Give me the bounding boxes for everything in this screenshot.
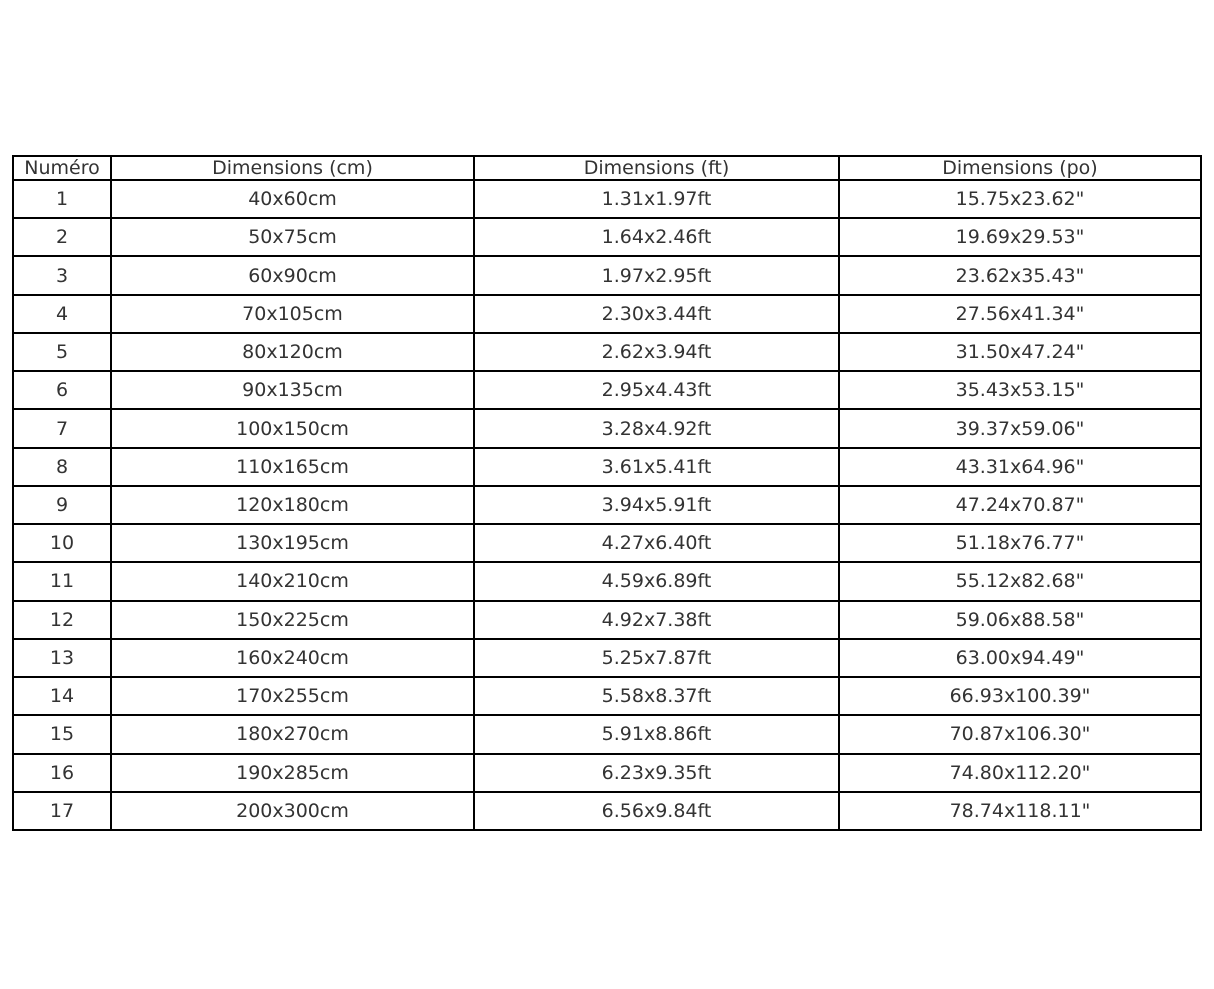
column-header: Dimensions (cm) — [111, 156, 474, 180]
table-cell: 6 — [13, 371, 111, 409]
table-row — [13, 218, 1201, 256]
table-cell: 17 — [13, 792, 111, 830]
table-cell: 11 — [13, 562, 111, 600]
table-cell: 10 — [13, 524, 111, 562]
table-row — [13, 180, 1201, 218]
table-cell: 2.95x4.43ft — [474, 371, 839, 409]
dimensions-conversion-table — [12, 155, 1202, 831]
table-cell: 6.23x9.35ft — [474, 754, 839, 792]
table-cell: 5.25x7.87ft — [474, 639, 839, 677]
table-cell: 55.12x82.68" — [839, 562, 1201, 600]
table-cell: 3.61x5.41ft — [474, 448, 839, 486]
table-cell: 4.92x7.38ft — [474, 601, 839, 639]
table-cell: 74.80x112.20" — [839, 754, 1201, 792]
table-cell: 66.93x100.39" — [839, 677, 1201, 715]
table-cell: 130x195cm — [111, 524, 474, 562]
table-cell: 140x210cm — [111, 562, 474, 600]
table-cell: 120x180cm — [111, 486, 474, 524]
table-row — [13, 295, 1201, 333]
table-cell: 4.59x6.89ft — [474, 562, 839, 600]
table-cell: 15.75x23.62" — [839, 180, 1201, 218]
table-cell: 13 — [13, 639, 111, 677]
table-cell: 51.18x76.77" — [839, 524, 1201, 562]
column-header: Dimensions (ft) — [474, 156, 839, 180]
table-cell: 19.69x29.53" — [839, 218, 1201, 256]
table-cell: 4 — [13, 295, 111, 333]
table-row — [13, 792, 1201, 830]
table-cell: 180x270cm — [111, 715, 474, 753]
column-header: Dimensions (po) — [839, 156, 1201, 180]
table-cell: 47.24x70.87" — [839, 486, 1201, 524]
table-cell: 80x120cm — [111, 333, 474, 371]
table-cell: 3.28x4.92ft — [474, 409, 839, 447]
table-cell: 1.97x2.95ft — [474, 256, 839, 294]
table-cell: 50x75cm — [111, 218, 474, 256]
table-row — [13, 371, 1201, 409]
table-row — [13, 486, 1201, 524]
table-cell: 23.62x35.43" — [839, 256, 1201, 294]
table-cell: 4.27x6.40ft — [474, 524, 839, 562]
table-cell: 5.91x8.86ft — [474, 715, 839, 753]
table-cell: 190x285cm — [111, 754, 474, 792]
column-header: Numéro — [13, 156, 111, 180]
table-row — [13, 448, 1201, 486]
table-cell: 15 — [13, 715, 111, 753]
table-cell: 3 — [13, 256, 111, 294]
table-row — [13, 715, 1201, 753]
table-cell: 12 — [13, 601, 111, 639]
table-cell: 16 — [13, 754, 111, 792]
table-cell: 27.56x41.34" — [839, 295, 1201, 333]
table-cell: 60x90cm — [111, 256, 474, 294]
table-cell: 1.31x1.97ft — [474, 180, 839, 218]
table-row — [13, 256, 1201, 294]
table-cell: 70.87x106.30" — [839, 715, 1201, 753]
table-cell: 14 — [13, 677, 111, 715]
table-cell: 8 — [13, 448, 111, 486]
table-cell: 2.62x3.94ft — [474, 333, 839, 371]
table-row — [13, 677, 1201, 715]
table-cell: 2.30x3.44ft — [474, 295, 839, 333]
table-row — [13, 409, 1201, 447]
table-row — [13, 639, 1201, 677]
table-cell: 5.58x8.37ft — [474, 677, 839, 715]
table-cell: 35.43x53.15" — [839, 371, 1201, 409]
table-row — [13, 562, 1201, 600]
table-row — [13, 754, 1201, 792]
table-cell: 200x300cm — [111, 792, 474, 830]
header-row — [13, 156, 1201, 180]
table-cell: 1.64x2.46ft — [474, 218, 839, 256]
table-cell: 100x150cm — [111, 409, 474, 447]
table-row — [13, 601, 1201, 639]
table-cell: 39.37x59.06" — [839, 409, 1201, 447]
table-cell: 63.00x94.49" — [839, 639, 1201, 677]
table-cell: 70x105cm — [111, 295, 474, 333]
table-cell: 43.31x64.96" — [839, 448, 1201, 486]
table-cell: 1 — [13, 180, 111, 218]
table-cell: 3.94x5.91ft — [474, 486, 839, 524]
table-cell: 170x255cm — [111, 677, 474, 715]
table-cell: 78.74x118.11" — [839, 792, 1201, 830]
table-cell: 9 — [13, 486, 111, 524]
table-body — [13, 180, 1201, 830]
table-cell: 110x165cm — [111, 448, 474, 486]
table-cell: 40x60cm — [111, 180, 474, 218]
table-cell: 160x240cm — [111, 639, 474, 677]
table-cell: 5 — [13, 333, 111, 371]
table-row — [13, 524, 1201, 562]
table-cell: 59.06x88.58" — [839, 601, 1201, 639]
table-cell: 2 — [13, 218, 111, 256]
table-cell: 90x135cm — [111, 371, 474, 409]
table-cell: 31.50x47.24" — [839, 333, 1201, 371]
table-cell: 7 — [13, 409, 111, 447]
table-cell: 6.56x9.84ft — [474, 792, 839, 830]
table-cell: 150x225cm — [111, 601, 474, 639]
table-row — [13, 333, 1201, 371]
